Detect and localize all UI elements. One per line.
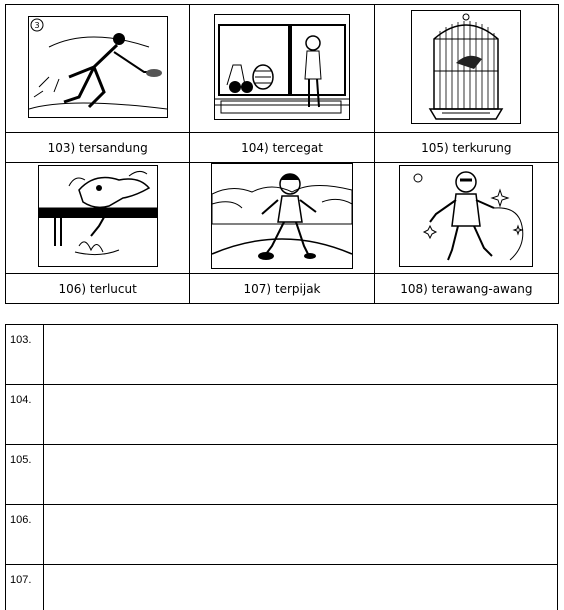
panel-105 <box>374 5 558 133</box>
floating-astronaut-icon <box>399 165 533 267</box>
panel-107 <box>190 163 374 274</box>
answer-table <box>5 324 558 610</box>
panel-label: 104) tercegat <box>190 133 374 163</box>
panel-106 <box>6 163 190 274</box>
picture-grid <box>5 4 559 304</box>
tripping-man-icon <box>28 16 168 118</box>
answer-field[interactable] <box>44 445 558 505</box>
answer-row <box>6 445 558 505</box>
panel-label: 106) terlucut <box>6 274 190 304</box>
panel-label: 107) terpijak <box>190 274 374 304</box>
panel-104 <box>190 5 374 133</box>
panel-label: 105) terkurung <box>374 133 558 163</box>
answer-row <box>6 565 558 610</box>
answer-row <box>6 385 558 445</box>
answer-field[interactable] <box>44 505 558 565</box>
answer-row <box>6 505 558 565</box>
answer-number: 104. <box>6 385 44 445</box>
panel-label: 108) terawang-awang <box>374 274 558 304</box>
bull-at-rail-icon <box>38 165 158 267</box>
answer-number: 103. <box>6 325 44 385</box>
answer-number: 105. <box>6 445 44 505</box>
boy-at-shop-window-icon <box>214 14 350 120</box>
panel-badge: 3 <box>34 20 40 30</box>
boy-stepping-icon <box>211 163 353 269</box>
answer-field[interactable] <box>44 565 558 610</box>
answer-number: 107. <box>6 565 44 610</box>
answer-number: 106. <box>6 505 44 565</box>
answer-row <box>6 325 558 385</box>
answer-field[interactable] <box>44 385 558 445</box>
panel-103 <box>6 5 190 133</box>
answer-field[interactable] <box>44 325 558 385</box>
caged-bird-icon <box>411 10 521 124</box>
panel-label: 103) tersandung <box>6 133 190 163</box>
panel-108 <box>374 163 558 274</box>
